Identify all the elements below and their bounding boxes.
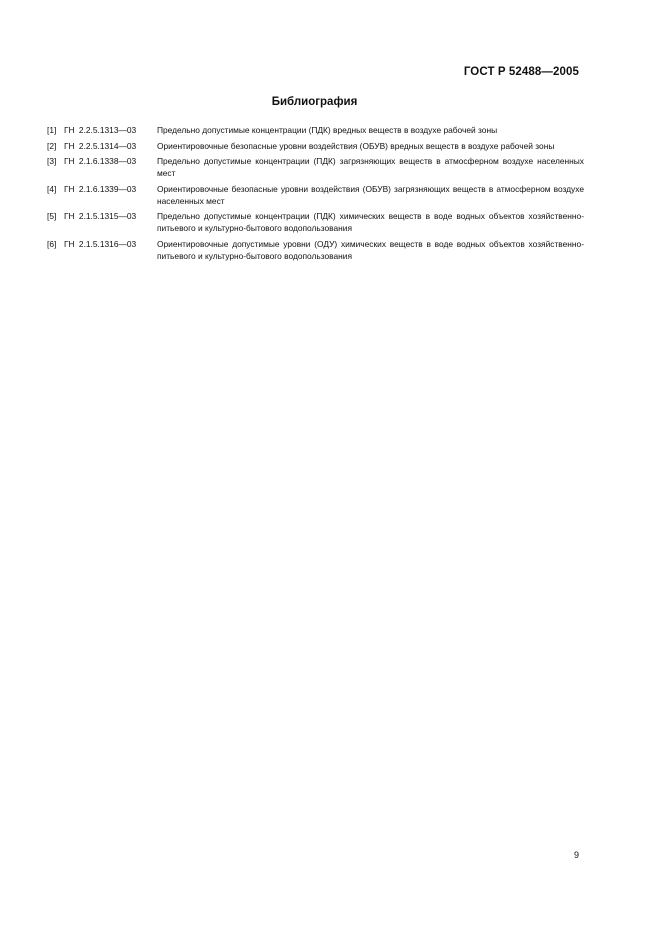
section-title: Библиография [271, 96, 358, 108]
reference-number: [2] [47, 140, 57, 151]
reference-number: [1] [47, 125, 57, 135]
reference-number: [3] [47, 156, 57, 166]
bibliography-list [47, 124, 584, 265]
reference-code: ГН 2.1.5.1316—03 [64, 238, 137, 249]
bibliography-item [47, 155, 584, 179]
reference-number: [6] [47, 238, 57, 249]
reference-code: ГН 2.2.5.1313—03 [64, 125, 137, 135]
reference-title: Ориентировочные допустимые уровни (ОДУ) химических веществ в воде водных объектов хозяйственно-питьевого и культурно-бытового водопользования [157, 238, 584, 261]
bibliography-item [47, 124, 584, 136]
reference-number: [4] [47, 183, 57, 194]
reference-code: ГН 2.2.5.1314—03 [64, 140, 137, 151]
bibliography-item [47, 140, 584, 152]
bibliography-item [47, 238, 584, 262]
reference-code: ГН 2.1.5.1315—03 [64, 211, 137, 221]
reference-code: ГН 2.1.6.1339—03 [64, 183, 137, 194]
reference-number: [5] [47, 211, 57, 221]
document-number: ГОСТ Р 52488—2005 [463, 66, 579, 78]
bibliography-item [47, 210, 584, 234]
page-number: 9 [574, 850, 580, 860]
reference-title: Предельно допустимые концентрации (ПДК) вредных веществ в воздухе рабочей зоны [157, 125, 498, 135]
reference-title: Ориентировочные безопасные уровни воздействия (ОБУВ) загрязняющих веществ в атмосферном воздухе населенных мест [157, 183, 584, 206]
reference-title: Предельно допустимые концентрации (ПДК) загрязняющих веществ в атмосферном воздухе населенных мест [157, 156, 584, 178]
reference-code: ГН 2.1.6.1338—03 [64, 156, 137, 166]
reference-title: Предельно допустимые концентрации (ПДК) химических веществ в воде водных объектов хозяйственно-питьевого и культурно-бытового водопользования [157, 211, 584, 233]
reference-title: Ориентировочные безопасные уровни воздействия (ОБУВ) вредных веществ в воздухе рабочей зоны [157, 140, 555, 151]
bibliography-item [47, 183, 584, 207]
